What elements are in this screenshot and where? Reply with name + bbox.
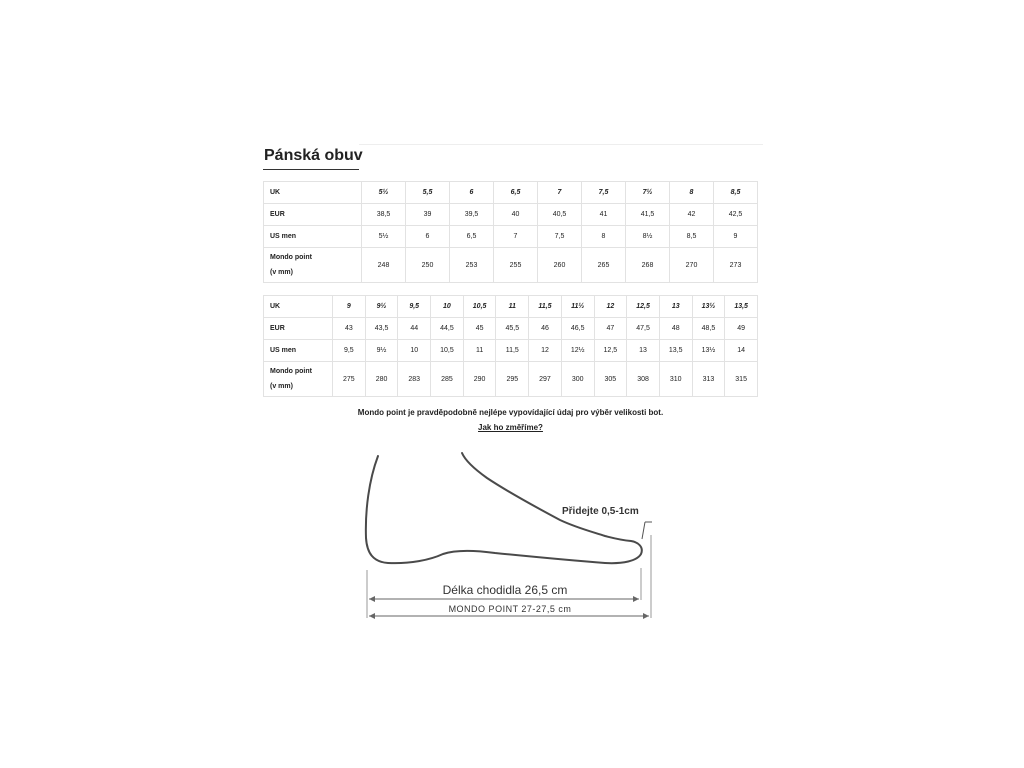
foot-diagram (355, 450, 665, 622)
size-cell: 13 (627, 340, 660, 362)
size-cell: 255 (494, 248, 538, 283)
size-cell: 11 (463, 340, 496, 362)
size-cell: 6,5 (450, 226, 494, 248)
page-title: Pánská obuv (264, 147, 363, 164)
size-cell: 44,5 (431, 318, 464, 340)
size-cell: 7½ (626, 182, 670, 204)
us-label: US men (264, 340, 333, 362)
size-table-2 (263, 295, 758, 397)
mondo-label (264, 248, 362, 283)
size-cell: 42,5 (714, 204, 758, 226)
size-cell: 308 (627, 362, 660, 397)
size-cell: 13½ (692, 340, 725, 362)
size-cell: 43,5 (365, 318, 398, 340)
eur-row (264, 318, 758, 340)
size-cell: 13 (659, 296, 692, 318)
size-cell: 8½ (626, 226, 670, 248)
foot-length-arrowhead-left (369, 596, 375, 602)
size-cell: 45 (463, 318, 496, 340)
size-cell: 6,5 (494, 182, 538, 204)
size-cell: 250 (406, 248, 450, 283)
size-cell: 8 (582, 226, 626, 248)
size-cell: 6 (406, 226, 450, 248)
mondo-label-line1: Mondo point (270, 254, 312, 261)
add-label: Přidejte 0,5-1cm (562, 506, 639, 517)
mondo-point-note: Mondo point je pravděpodobně nejlépe vypovídající údaj pro výběr velikosti bot. (357, 408, 664, 417)
size-cell: 41,5 (626, 204, 670, 226)
size-cell: 13½ (692, 296, 725, 318)
size-cell: 9½ (365, 296, 398, 318)
size-cell: 8,5 (670, 226, 714, 248)
size-cell: 300 (561, 362, 594, 397)
size-cell: 47 (594, 318, 627, 340)
uk-row (264, 182, 758, 204)
size-cell: 9,5 (333, 340, 366, 362)
size-cell: 253 (450, 248, 494, 283)
mondo-label: MONDO POINT 27-27,5 cm (448, 604, 572, 614)
size-cell: 45,5 (496, 318, 529, 340)
size-cell: 46,5 (561, 318, 594, 340)
size-cell: 285 (431, 362, 464, 397)
size-cell: 11,5 (529, 296, 562, 318)
eur-row (264, 204, 758, 226)
size-cell: 40 (494, 204, 538, 226)
us-label: US men (264, 226, 362, 248)
size-cell: 42 (670, 204, 714, 226)
size-cell: 39 (406, 204, 450, 226)
size-cell: 8,5 (714, 182, 758, 204)
size-cell: 10 (398, 340, 431, 362)
size-cell: 290 (463, 362, 496, 397)
size-cell: 49 (725, 318, 758, 340)
size-cell: 13,5 (725, 296, 758, 318)
size-cell: 39,5 (450, 204, 494, 226)
measure-link[interactable]: Jak ho změříme? (478, 423, 543, 432)
size-cell: 9,5 (398, 296, 431, 318)
mondo-label-line2: (v mm) (270, 269, 293, 276)
size-cell: 295 (496, 362, 529, 397)
size-cell: 5½ (362, 182, 406, 204)
size-cell: 6 (450, 182, 494, 204)
size-cell: 280 (365, 362, 398, 397)
size-cell: 43 (333, 318, 366, 340)
mondo-row (264, 248, 758, 283)
size-cell: 12,5 (627, 296, 660, 318)
mondo-arrowhead-right (643, 613, 649, 619)
size-cell: 11,5 (496, 340, 529, 362)
us-row (264, 226, 758, 248)
pointer-line (642, 522, 645, 539)
us-row (264, 340, 758, 362)
size-cell: 12½ (561, 340, 594, 362)
size-cell: 10 (431, 296, 464, 318)
size-cell: 13,5 (659, 340, 692, 362)
uk-row (264, 296, 758, 318)
eur-label: EUR (264, 318, 333, 340)
size-cell: 41 (582, 204, 626, 226)
size-cell: 273 (714, 248, 758, 283)
size-cell: 5½ (362, 226, 406, 248)
size-cell: 7,5 (538, 226, 582, 248)
size-cell: 275 (333, 362, 366, 397)
size-cell: 48,5 (692, 318, 725, 340)
size-cell: 305 (594, 362, 627, 397)
foot-length-label: Délka chodidla 26,5 cm (442, 583, 568, 597)
mondo-label (264, 362, 333, 397)
size-cell: 8 (670, 182, 714, 204)
size-cell: 12 (529, 340, 562, 362)
size-cell: 40,5 (538, 204, 582, 226)
size-cell: 10,5 (463, 296, 496, 318)
size-cell: 11 (496, 296, 529, 318)
size-cell: 9 (714, 226, 758, 248)
size-cell: 14 (725, 340, 758, 362)
size-cell: 313 (692, 362, 725, 397)
title-rule (359, 144, 763, 145)
uk-label: UK (264, 182, 362, 204)
size-cell: 270 (670, 248, 714, 283)
size-cell: 47,5 (627, 318, 660, 340)
size-cell: 9 (333, 296, 366, 318)
title-underline (263, 169, 359, 170)
foot-length-arrowhead-right (633, 596, 639, 602)
uk-label: UK (264, 296, 333, 318)
size-cell: 11½ (561, 296, 594, 318)
size-cell: 283 (398, 362, 431, 397)
size-cell: 12,5 (594, 340, 627, 362)
eur-label: EUR (264, 204, 362, 226)
mondo-label-line1: Mondo point (270, 368, 312, 375)
size-table-1 (263, 181, 758, 283)
size-cell: 315 (725, 362, 758, 397)
size-cell: 248 (362, 248, 406, 283)
size-cell: 48 (659, 318, 692, 340)
mondo-arrowhead-left (369, 613, 375, 619)
size-cell: 9½ (365, 340, 398, 362)
size-cell: 10,5 (431, 340, 464, 362)
size-cell: 38,5 (362, 204, 406, 226)
size-cell: 5,5 (406, 182, 450, 204)
mondo-label-line2: (v mm) (270, 383, 293, 390)
size-cell: 260 (538, 248, 582, 283)
size-cell: 12 (594, 296, 627, 318)
size-cell: 7,5 (582, 182, 626, 204)
size-cell: 46 (529, 318, 562, 340)
size-cell: 297 (529, 362, 562, 397)
size-cell: 7 (538, 182, 582, 204)
size-cell: 310 (659, 362, 692, 397)
size-cell: 265 (582, 248, 626, 283)
mondo-row (264, 362, 758, 397)
size-cell: 44 (398, 318, 431, 340)
measure-link-line (263, 423, 758, 432)
size-cell: 7 (494, 226, 538, 248)
size-cell: 268 (626, 248, 670, 283)
